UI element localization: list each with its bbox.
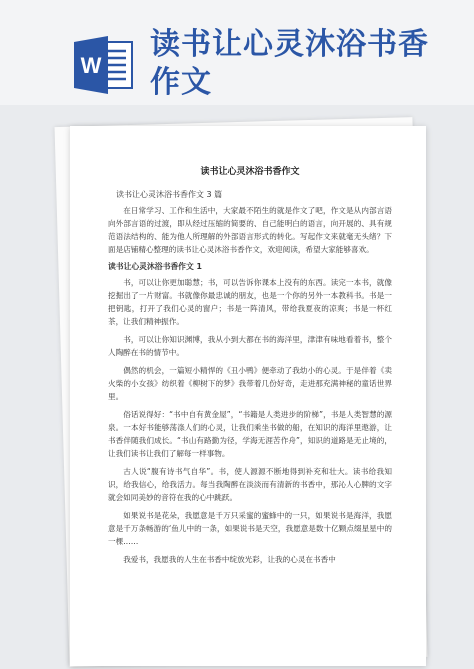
body-paragraph: 俗话说得好：“书中自有黄金屋”，“书籍是人类进步的阶梯”，书是人类智慧的源泉。一本好书能够荡涤人们的心灵，让我们乘坐书做的船，在知识的海洋里遨游，让书香伴随我们成长。“书山有路勤为径，学海无涯苦作舟”，知识的道路是无止境的，让我们读书让我们了解每一样事物。 <box>108 410 392 458</box>
body-paragraph: 书，可以让你知识渊博，我从小到大都在书的海洋里，津津有味地看着书，整个人陶醉在书的情节中。 <box>108 335 392 357</box>
document-title: 读书让心灵沐浴书香作文 <box>200 167 300 177</box>
banner <box>0 0 474 105</box>
banner-title: 读书让心灵沐浴书香作文 <box>150 27 429 100</box>
section-heading: 读书让心灵沐浴书香作文 1 <box>108 262 202 271</box>
intro-paragraph: 在日常学习、工作和生活中，大家最不陌生的就是作文了吧，作文是从内部言语向外部言语的过渡，即从经过压缩的简要的、自己能明白的语言，向开展的、具有规范语法结构的、能为他人所理解的外部语言形式的转化。写起作文来就毫无头绪？下面是店铺精心整理的读书让心灵沐浴书香作文，欢迎阅读，希望大家能够喜欢。 <box>108 206 392 254</box>
body-paragraph: 偶然的机会，一篇短小精悍的《丑小鸭》便牵动了我幼小的心灵。于是伴着《卖火柴的小女孩》纺织着《柳树下的梦》我带着几份好奇，走进那充满神秘的童话世界里。 <box>108 366 392 401</box>
body-paragraph: 古人说“腹有诗书气自华”。书，使人源源不断地得到补充和壮大。读书给我知识，给我信心，给我活力。每当我陶醉在淡淡而有清新的书香中，那沁人心脾的文字就会如同美妙的音符在我的心中跳跃。 <box>108 467 392 502</box>
body-paragraph: 我爱书，我愿我的人生在书香中绽放光彩，让我的心灵在书香中 <box>123 555 336 564</box>
body-paragraph: 如果说书是花朵，我愿意是千万只采蜜的蜜蜂中的一只，如果说书是海洋，我愿意是千万条畅游的‘鱼儿中的一条，如果说书是天空，我愿意是数十亿颗点缀星星中的一棵…… <box>108 511 392 546</box>
body-paragraph: 书，可以让你更加聪慧；书，可以告诉你课本上没有的东西。读完一本书，就像挖掘出了一片财富。书就像你最忠诚的朋友，也是一个你的另外一本教科书。书是一把钥匙，打开了我们心灵的窗户；书是一阵清风，带给我夏夜的凉爽；书是一杯红茶，让我们精神振作。 <box>108 278 392 326</box>
svg-text:W: W <box>80 53 102 78</box>
word-document-icon <box>70 36 140 94</box>
document-subtitle: 读书让心灵沐浴书香作文 3 篇 <box>116 190 223 199</box>
document-page <box>70 126 426 666</box>
